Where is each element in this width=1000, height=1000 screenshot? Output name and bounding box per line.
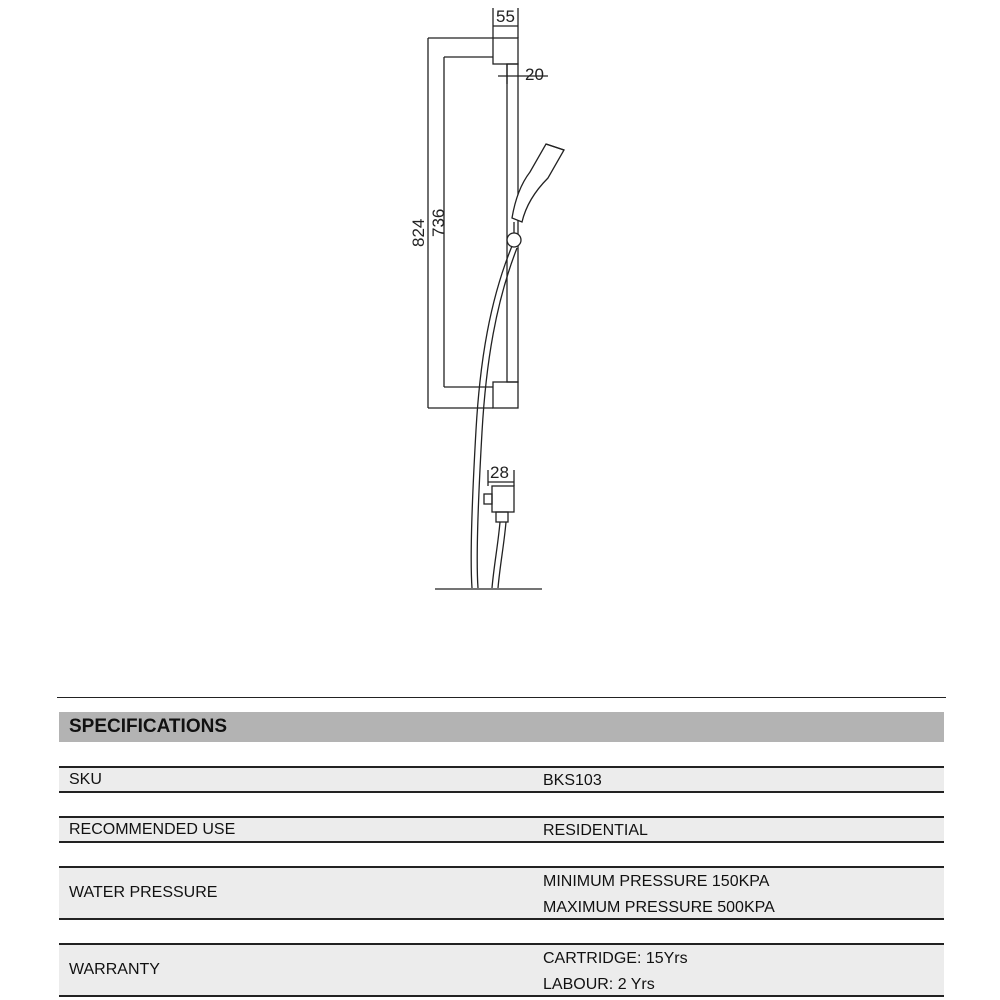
specifications-title: SPECIFICATIONS xyxy=(69,716,227,737)
spec-row-sku xyxy=(59,766,944,793)
wall-outlet-flange xyxy=(484,494,492,504)
spec-label: SKU xyxy=(69,771,102,788)
spec-value-cartridge: CARTRIDGE: 15Yrs xyxy=(543,950,688,967)
dim-824-label: 824 xyxy=(409,218,428,247)
spec-label: WATER PRESSURE xyxy=(69,884,218,901)
spec-row-water-pressure xyxy=(59,866,944,920)
spec-label: WARRANTY xyxy=(69,961,160,978)
dim-55-label: 55 xyxy=(496,7,515,26)
spec-value: BKS103 xyxy=(543,772,602,789)
dim-736-label: 736 xyxy=(429,208,448,237)
spec-value-min: MINIMUM PRESSURE 150KPA xyxy=(543,873,770,890)
shower-hose-b xyxy=(477,248,517,588)
wall-outlet-nozzle xyxy=(496,512,508,522)
wall-outlet xyxy=(492,486,514,512)
top-bracket xyxy=(493,38,518,64)
specifications-header xyxy=(59,712,944,742)
hand-shower xyxy=(512,144,564,222)
shower-rail xyxy=(507,64,518,382)
spec-row-recommended-use xyxy=(59,816,944,843)
dim-20-label: 20 xyxy=(525,65,544,84)
spec-row-warranty xyxy=(59,943,944,997)
slider-knob xyxy=(507,233,521,247)
spec-value-labour: LABOUR: 2 Yrs xyxy=(543,976,655,993)
bottom-bracket xyxy=(493,382,518,408)
dim-28-label: 28 xyxy=(490,463,509,482)
spec-value: RESIDENTIAL xyxy=(543,822,648,839)
section-divider xyxy=(57,697,946,698)
spec-value-max: MAXIMUM PRESSURE 500KPA xyxy=(543,899,775,916)
spec-label: RECOMMENDED USE xyxy=(69,821,236,838)
